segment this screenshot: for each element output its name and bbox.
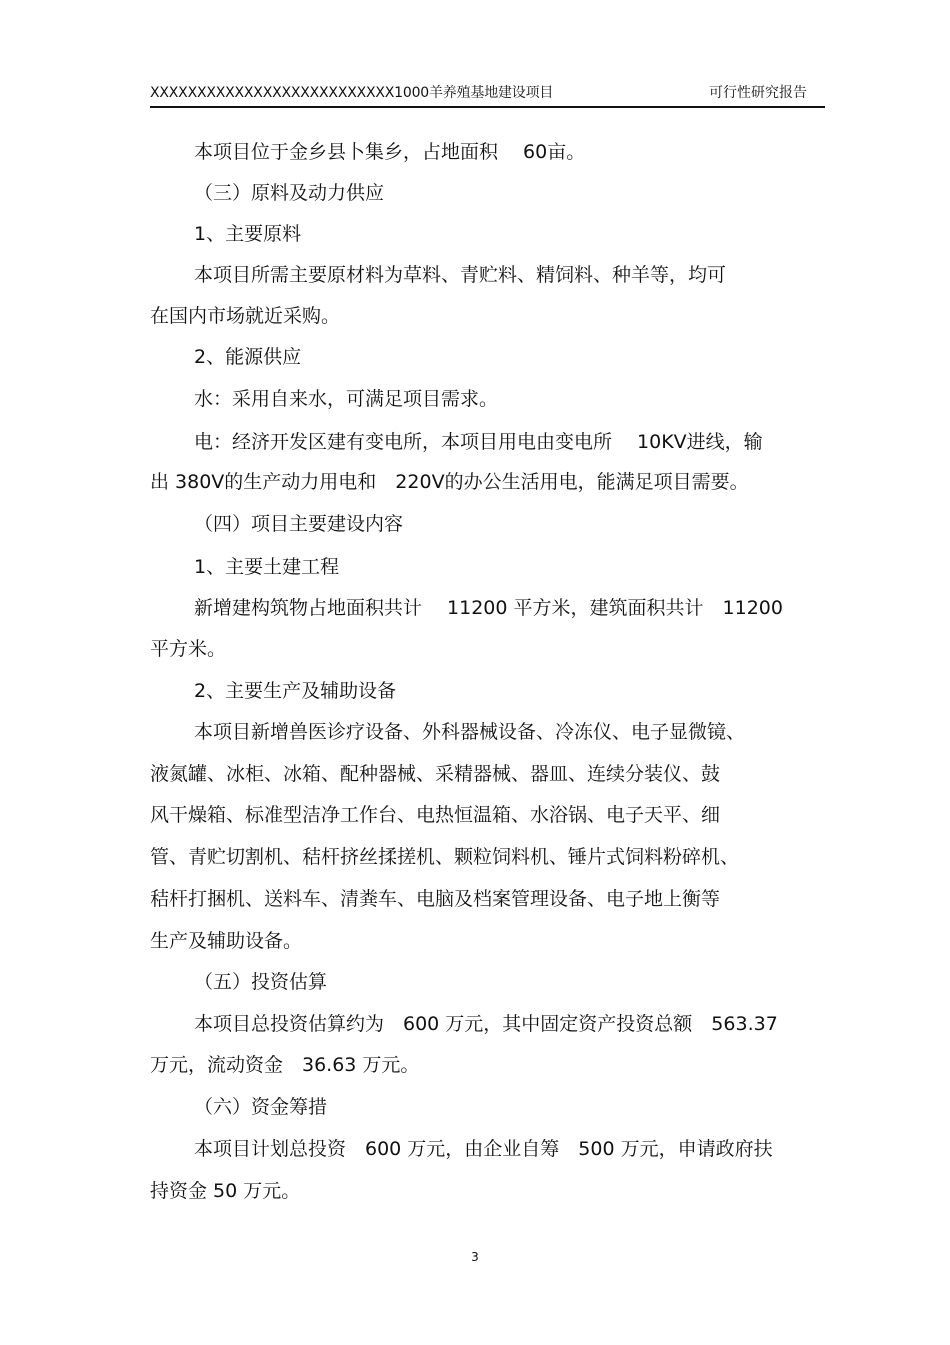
subsection-heading: 2、能源供应 (194, 346, 302, 368)
paragraph-line: 新增建构筑物占地面积共计 11200 平方米，建筑面积共计 11200 (194, 597, 783, 619)
paragraph-line: 本项目计划总投资 600 万元，由企业自筹 500 万元，申请政府扶 (194, 1138, 773, 1160)
paragraph-line: 水：采用自来水，可满足项目需求。 (194, 388, 499, 410)
paragraph-line: 液氮罐、冰柜、冰箱、配种器械、采精器械、器皿、连续分装仪、鼓 (150, 763, 721, 785)
paragraph-line: 万元，流动资金 36.63 万元。 (150, 1054, 420, 1076)
paragraph-line: 平方米。 (150, 638, 227, 660)
subsection-heading: 2、主要生产及辅助设备 (194, 680, 397, 702)
header-rule (150, 106, 825, 108)
paragraph-line: 秸杆打捆机、送料车、清粪车、电脑及档案管理设备、电子地上衡等 (150, 888, 721, 910)
paragraph-line: 风干燥箱、标准型洁净工作台、电热恒温箱、水浴锅、电子天平、细 (150, 804, 721, 826)
paragraph-line: 本项目位于金乡县卜集乡，占地面积 60亩。 (194, 141, 586, 163)
section-heading: （五）投资估算 (194, 971, 328, 993)
paragraph-line: 出 380V的生产动力用电和 220V的办公生活用电，能满足项目需要。 (150, 471, 749, 493)
subsection-heading: 1、主要土建工程 (194, 556, 340, 578)
paragraph-line: 本项目总投资估算约为 600 万元，其中固定资产投资总额 563.37 (194, 1013, 778, 1035)
section-heading: （六）资金筹措 (194, 1096, 328, 1118)
paragraph-line: 本项目所需主要原材料为草料、青贮料、精饲料、种羊等，均可 (194, 264, 727, 286)
paragraph-line: 管、青贮切割机、秸杆挤丝揉搓机、颗粒饲料机、锤片式饲料粉碎机、 (150, 846, 740, 868)
section-heading: （四）项目主要建设内容 (194, 513, 404, 535)
header-project-title: XXXXXXXXXXXXXXXXXXXXXXXXXX1000羊养殖基地建设项目 (150, 85, 554, 101)
paragraph-line: 持资金 50 万元。 (150, 1180, 301, 1202)
paragraph-line: 本项目新增兽医诊疗设备、外科器械设备、冷冻仪、电子显微镜、 (194, 721, 746, 743)
paragraph-line: 在国内市场就近采购。 (150, 305, 341, 327)
page-header (150, 82, 825, 106)
page-number: 3 (471, 1250, 479, 1264)
paragraph-line: 电：经济开发区建有变电所，本项目用电由变电所 10KV进线，输 (194, 431, 763, 453)
header-report-type: 可行性研究报告 (709, 85, 807, 101)
section-heading: （三）原料及动力供应 (194, 182, 385, 204)
subsection-heading: 1、主要原料 (194, 223, 302, 245)
paragraph-line: 生产及辅助设备。 (150, 930, 303, 952)
